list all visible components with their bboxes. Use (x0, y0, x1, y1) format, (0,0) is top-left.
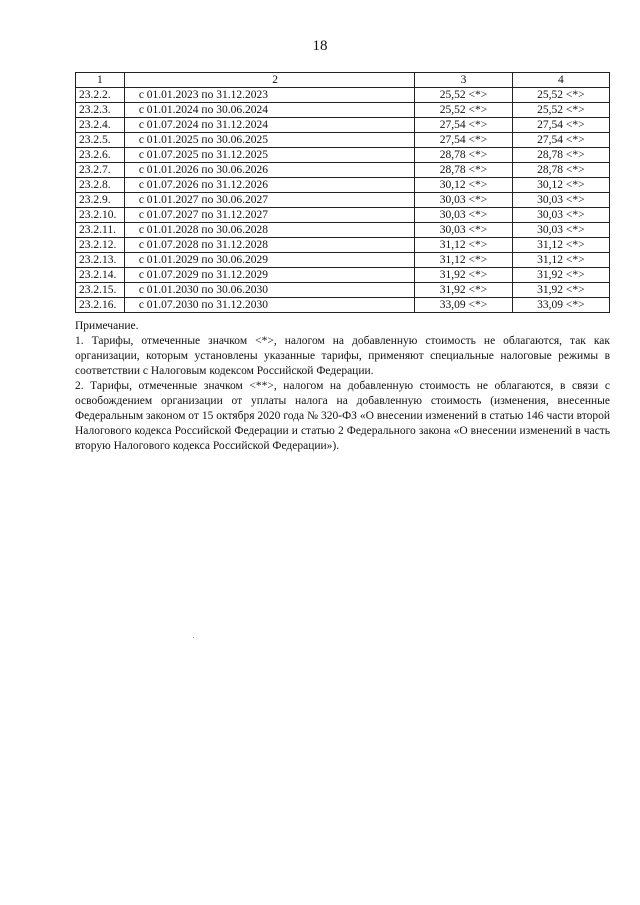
table-row (76, 208, 610, 223)
tariff-cell-4: 31,92 <*> (512, 268, 609, 283)
table-row (76, 118, 610, 133)
row-number-cell: 23.2.6. (76, 148, 125, 163)
row-number-cell: 23.2.12. (76, 238, 125, 253)
header-cell-1: 1 (76, 73, 125, 88)
tariff-cell-4: 25,52 <*> (512, 103, 609, 118)
tariff-cell-4: 30,03 <*> (512, 208, 609, 223)
row-number-cell: 23.2.13. (76, 253, 125, 268)
period-cell: с 01.07.2030 по 31.12.2030 (124, 298, 414, 313)
row-number-cell: 23.2.9. (76, 193, 125, 208)
notes-title: Примечание. (75, 320, 139, 332)
tariff-cell-4: 28,78 <*> (512, 148, 609, 163)
tariff-cell-4: 31,12 <*> (512, 253, 609, 268)
tariff-cell-3: 27,54 <*> (415, 118, 512, 133)
tariff-cell-4: 27,54 <*> (512, 133, 609, 148)
page-number: 18 (312, 38, 328, 54)
tariff-cell-3: 33,09 <*> (415, 298, 512, 313)
tariff-cell-4: 31,12 <*> (512, 238, 609, 253)
row-number-cell: 23.2.11. (76, 223, 125, 238)
tariff-cell-3: 28,78 <*> (415, 163, 512, 178)
table-row (76, 223, 610, 238)
tariff-cell-4: 25,52 <*> (512, 88, 609, 103)
period-cell: с 01.01.2024 по 30.06.2024 (124, 103, 414, 118)
header-cell-2: 2 (124, 73, 414, 88)
period-cell: с 01.07.2024 по 31.12.2024 (124, 118, 414, 133)
row-number-cell: 23.2.5. (76, 133, 125, 148)
tariff-cell-4: 30,12 <*> (512, 178, 609, 193)
table-row (76, 283, 610, 298)
tariff-cell-3: 27,54 <*> (415, 133, 512, 148)
period-cell: с 01.07.2028 по 31.12.2028 (124, 238, 414, 253)
period-cell: с 01.07.2027 по 31.12.2027 (124, 208, 414, 223)
table-header-row (76, 73, 610, 88)
period-cell: с 01.01.2025 по 30.06.2025 (124, 133, 414, 148)
table-row (76, 133, 610, 148)
tariff-cell-3: 31,12 <*> (415, 238, 512, 253)
table-row (76, 148, 610, 163)
table-row (76, 88, 610, 103)
tariff-cell-3: 30,03 <*> (415, 193, 512, 208)
tariff-cell-4: 33,09 <*> (512, 298, 609, 313)
row-number-cell: 23.2.15. (76, 283, 125, 298)
tariff-cell-4: 28,78 <*> (512, 163, 609, 178)
period-cell: с 01.01.2026 по 30.06.2026 (124, 163, 414, 178)
tariff-cell-3: 30,03 <*> (415, 223, 512, 238)
row-number-cell: 23.2.10. (76, 208, 125, 223)
row-number-cell: 23.2.8. (76, 178, 125, 193)
period-cell: с 01.07.2026 по 31.12.2026 (124, 178, 414, 193)
table-row (76, 103, 610, 118)
table-row (76, 268, 610, 283)
row-number-cell: 23.2.14. (76, 268, 125, 283)
header-cell-3: 3 (415, 73, 512, 88)
table-row (76, 253, 610, 268)
period-cell: с 01.01.2029 по 30.06.2029 (124, 253, 414, 268)
tariff-cell-4: 27,54 <*> (512, 118, 609, 133)
tariff-cell-4: 31,92 <*> (512, 283, 609, 298)
period-cell: с 01.01.2027 по 30.06.2027 (124, 193, 414, 208)
note-1: 1. Тарифы, отмеченные значком <*>, налогом на добавленную стоимость не облагаются, так как организации, которым установлены указанные тарифы, применяют специальные налоговые режимы в соответствии с Налоговым кодексом Российской Федерации. (75, 335, 610, 377)
note-2: 2. Тарифы, отмеченные значком <**>, налогом на добавленную стоимость не облагаются, в связи с освобождением организации от уплаты налога на добавленную стоимость (изменения, внесенные Федеральным законом от 15 октября 2020 года № 320-ФЗ «О внесении изменений в статью 146 части второй Налогового кодекса Российской Федерации и статью 2 Федерального закона «О внесении изменений в часть вторую Налогового кодекса Российской Федерации»). (75, 380, 610, 452)
tariff-cell-3: 25,52 <*> (415, 103, 512, 118)
table-row (76, 193, 610, 208)
tariff-cell-4: 30,03 <*> (512, 193, 609, 208)
row-number-cell: 23.2.7. (76, 163, 125, 178)
tariff-cell-3: 30,03 <*> (415, 208, 512, 223)
period-cell: с 01.07.2025 по 31.12.2025 (124, 148, 414, 163)
row-number-cell: 23.2.4. (76, 118, 125, 133)
table-row (76, 178, 610, 193)
table-row (76, 163, 610, 178)
period-cell: с 01.07.2029 по 31.12.2029 (124, 268, 414, 283)
row-number-cell: 23.2.16. (76, 298, 125, 313)
period-cell: с 01.01.2030 по 30.06.2030 (124, 283, 414, 298)
tariff-cell-3: 28,78 <*> (415, 148, 512, 163)
row-number-cell: 23.2.3. (76, 103, 125, 118)
table-row (76, 238, 610, 253)
notes-section (75, 319, 610, 454)
period-cell: с 01.01.2023 по 31.12.2023 (124, 88, 414, 103)
tariff-cell-3: 30,12 <*> (415, 178, 512, 193)
tariff-cell-3: 31,12 <*> (415, 253, 512, 268)
tariff-cell-4: 30,03 <*> (512, 223, 609, 238)
row-number-cell: 23.2.2. (76, 88, 125, 103)
tariff-cell-3: 31,92 <*> (415, 268, 512, 283)
table-row (76, 298, 610, 313)
scan-speck (193, 637, 194, 638)
tariff-cell-3: 25,52 <*> (415, 88, 512, 103)
tariff-cell-3: 31,92 <*> (415, 283, 512, 298)
header-cell-4: 4 (512, 73, 609, 88)
tariff-table (75, 72, 610, 313)
period-cell: с 01.01.2028 по 30.06.2028 (124, 223, 414, 238)
